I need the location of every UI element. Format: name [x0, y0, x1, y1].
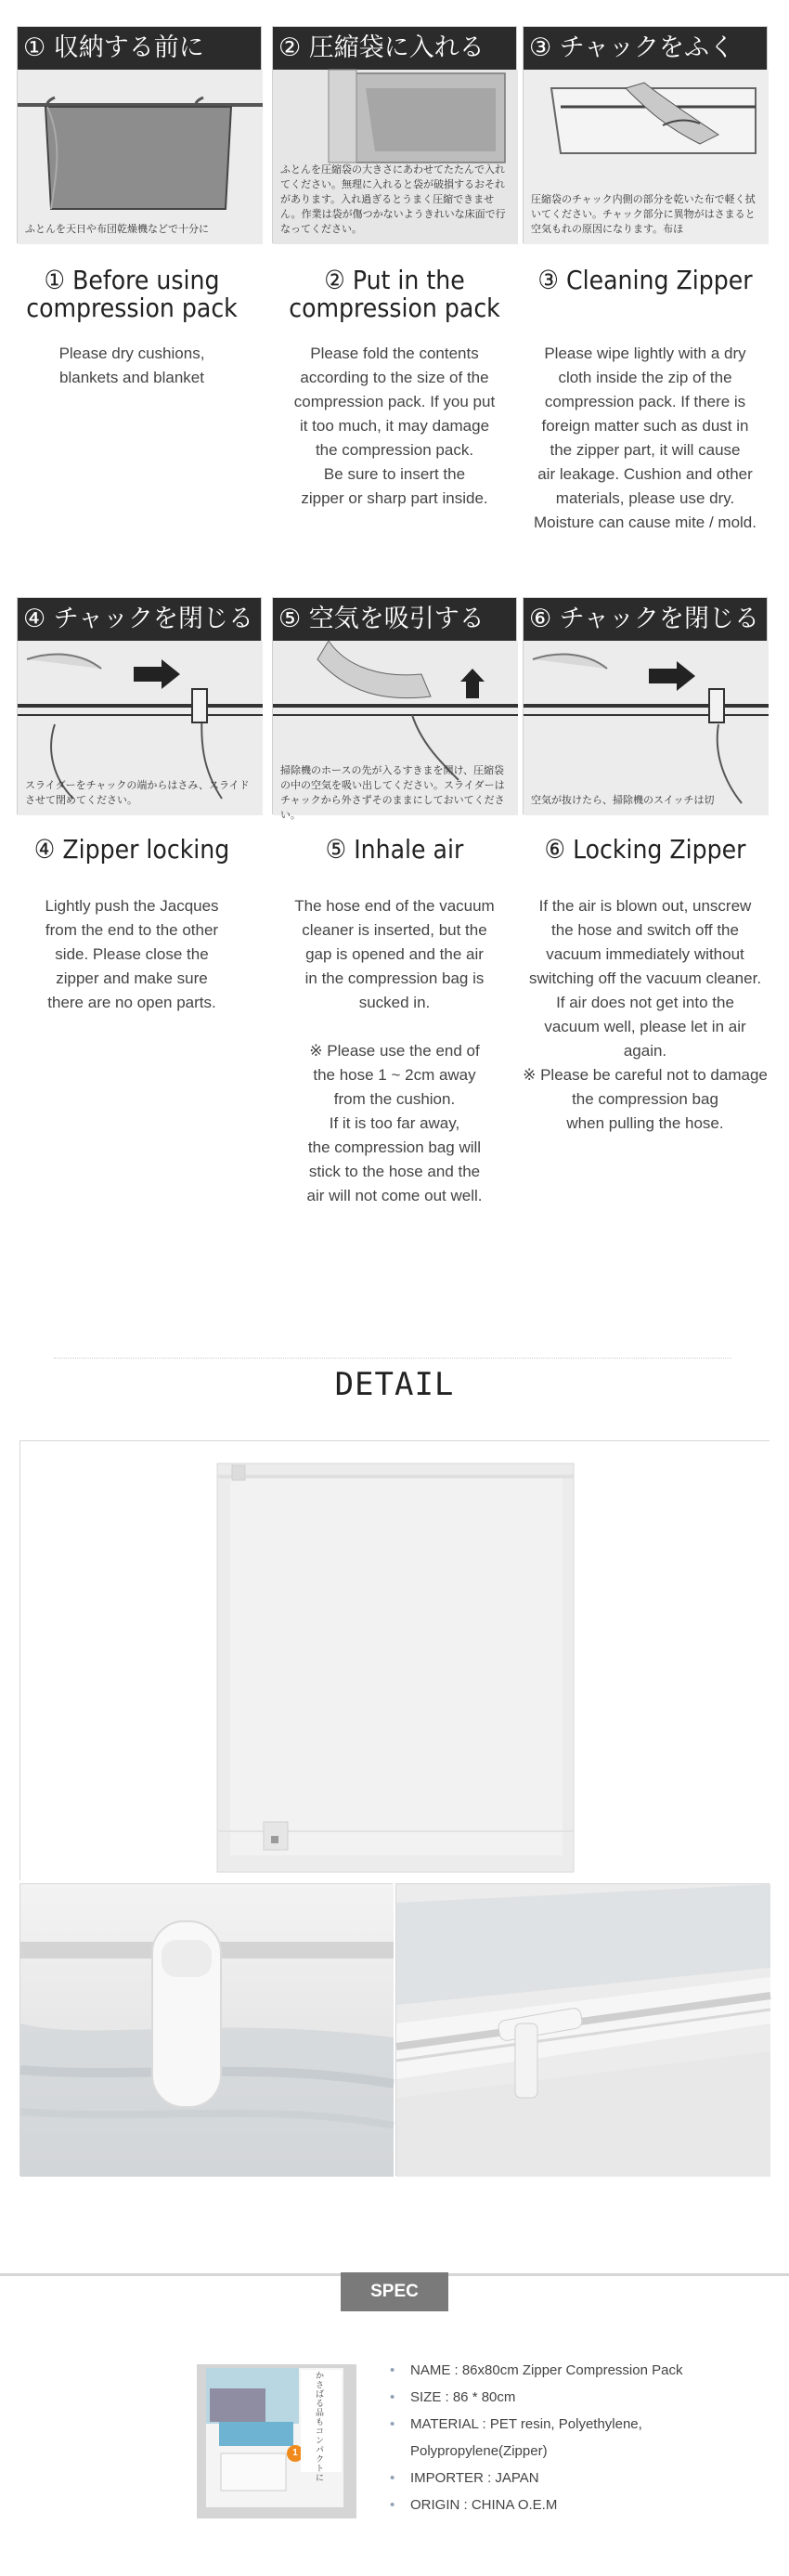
step-2-title-line-2: compression pack: [289, 293, 500, 323]
step-1-jp-header: ① 収納する前に: [18, 27, 261, 70]
step-3-description: Please wipe lightly with a dry cloth inside the zip of the compression pack. If there is foreign matter such as dust in the zipper part, it will cause air leakage. Cushion and other materials, please use dry. Moisture can cause mite / mold.: [534, 345, 757, 531]
closing-zipper-illustration: [524, 641, 769, 815]
step-6-title-line-1: ⑥ Locking Zipper: [544, 834, 746, 865]
step-3-image: [523, 26, 768, 243]
step-2-jp-header: ② 圧縮袋に入れる: [273, 27, 516, 70]
slider-closeup-left: [19, 1883, 393, 2176]
step-4-jp-caption: スライダーをチャックの端からはさみ、スライドさせて閉めてください。: [25, 779, 250, 806]
step-3-title: [523, 267, 768, 294]
step-1-title-line-2: compression pack: [26, 293, 238, 323]
slider-closeup-right-image: [396, 1884, 770, 2177]
step-6-jp-caption: 空気が抜けたら、掃除機のスイッチは切: [531, 794, 715, 806]
drying-rack-illustration: [18, 70, 263, 244]
step-4-title: [9, 836, 254, 864]
step-4-description: Lightly push the Jacques from the end to the other side. Please close the zipper and make sure there are no open parts.: [45, 897, 219, 1011]
step-3-jp-caption: 圧縮袋のチャック内側の部分を乾いた布で軽く拭いてください。チャック部分に異物がはさまると空気もれの原因になります。布ほ: [531, 193, 756, 235]
step-2-title: [272, 267, 517, 322]
spec-item-material: • MATERIAL : PET resin, Polyethylene,: [390, 2411, 761, 2438]
step-5-description: The hose end of the vacuum cleaner is inserted, but the gap is opened and the air in the compression bag is sucked in. ※ Please use the end of the hose 1 ~ 2cm away from the cushion. If it is too far away, the compression bag will stick to the hose and the air will not come out well.: [294, 897, 495, 1204]
step-6-jp-header: ⑥ チャックを閉じる: [524, 598, 767, 641]
step-4-image: [17, 597, 262, 814]
spec-item-material-cont: Polypropylene(Zipper): [410, 2443, 548, 2459]
step-4-jp-header: ④ チャックを閉じる: [18, 598, 261, 641]
spec-item-importer: • IMPORTER : JAPAN: [390, 2465, 761, 2491]
step-2-title-line-1: ② Put in the: [324, 265, 465, 295]
spec-list: [390, 2357, 761, 2518]
spec-item-name: • NAME : 86x80cm Zipper Compression Pack: [390, 2357, 761, 2384]
step-2-jp-caption: ふとんを圧縮袋の大きさにあわせてたたんで入れてください。無理に入れると袋が破損するおそれがあります。入れ過ぎるとうまく圧縮できません。作業は袋が傷つかないようきれいな床面で行なってください。: [280, 163, 506, 235]
step-4-title-line-1: ④ Zipper locking: [33, 834, 230, 865]
spec-item-origin: • ORIGIN : CHINA O.E.M: [390, 2491, 761, 2518]
step-1-description: Please dry cushions, blankets and blanket: [58, 345, 205, 386]
step-1-title-line-1: ① Before using: [44, 265, 220, 295]
detail-divider: [54, 1358, 731, 1359]
step-6-title: [523, 836, 768, 864]
step-1-image: [17, 26, 262, 243]
package-image: [197, 2364, 356, 2518]
step-3-jp-header: ③ チャックをふく: [524, 27, 767, 70]
package-photo: [197, 2364, 356, 2518]
step-3-title-line-1: ③ Cleaning Zipper: [537, 265, 753, 295]
spec-badge: SPEC: [341, 2272, 448, 2311]
step-5-title: [272, 836, 517, 864]
step-5-jp-caption: 掃除機のホースの先が入るすきまを開け、圧縮袋の中の空気を吸い出してください。スライダーはチャックから外さずそのままにしておいてください。: [280, 764, 505, 821]
detail-heading: DETAIL: [334, 1366, 455, 1403]
step-1-title: [9, 267, 254, 322]
step-1-jp-caption: ふとんを天日や布団乾燥機などで十分に: [25, 223, 209, 235]
step-2-image: [272, 26, 517, 243]
compression-bag-image: [20, 1441, 770, 1881]
step-6-image: [523, 597, 768, 814]
slider-closeup-right: [395, 1883, 770, 2176]
package-jp-label: かさばる品もコンパクトに: [316, 2372, 325, 2483]
step-6-description: If the air is blown out, unscrew the hose and switch off the vacuum immediately without switching off the vacuum cleaner. If air does not get into the vacuum well, please let in air again. ※ Please be careful not to damage the compression bag when pulling the hose.: [523, 897, 768, 1132]
bag-full-photo: [19, 1440, 770, 1880]
package-number: 1: [292, 2448, 298, 2458]
step-2-description: Please fold the contents according to the size of the compression pack. If you put it too much, it may damage the compression pack. Be sure to insert the zipper or sharp part inside.: [293, 345, 496, 507]
step-5-jp-header: ⑤ 空気を吸引する: [273, 598, 516, 641]
slider-closeup-left-image: [20, 1884, 394, 2177]
step-5-title-line-1: ⑤ Inhale air: [325, 834, 464, 865]
spec-item-size: • SIZE : 86 * 80cm: [390, 2384, 761, 2411]
step-5-image: [272, 597, 517, 821]
